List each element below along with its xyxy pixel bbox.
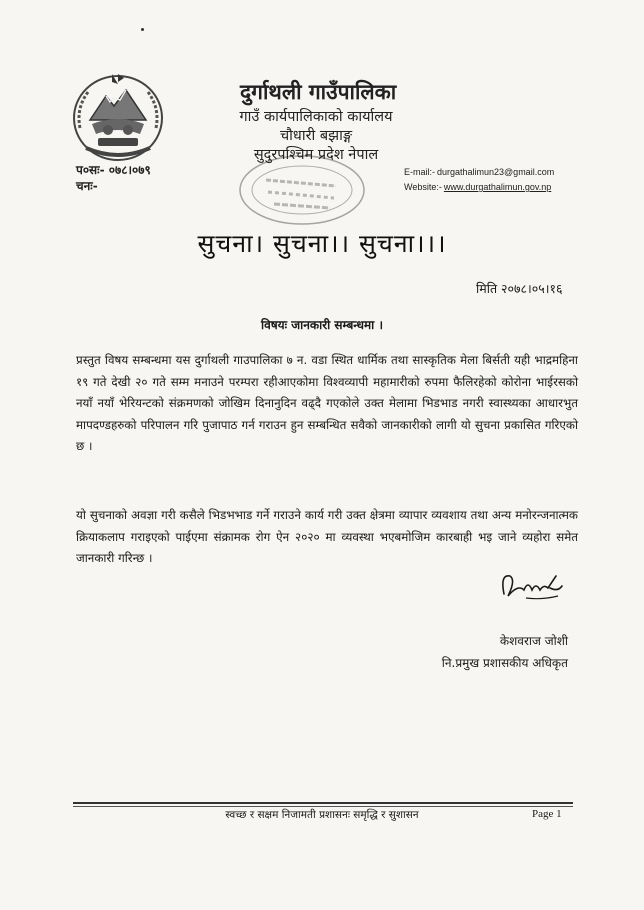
signature-icon xyxy=(496,566,566,606)
signatory-title: नि.प्रमुख प्रशासकीय अधिकृत xyxy=(441,656,568,670)
body-paragraph-2: यो सुचनाको अवज्ञा गरी कसैले भिडभभाड गर्ने गराउने कार्य गरी उक्त क्षेत्रमा व्यापार व्यवशाय तथा अन्य मनोरन्जनात्मक क्रियाकलाप गराइएको पाईएमा संक्रामक रोग ऐन २०२० मा व्यवस्था भएबमोजिम कारबाही भइ जाने व्यहोरा समेत जानकारी गरिन्छ । xyxy=(76,508,578,566)
body-paragraph-1: प्रस्तुत विषय सम्बन्धमा यस दुर्गाथली गाउपालिका ७ न. वडा स्थित धार्मिक तथा सास्कृतिक मेला बिर्सती यही भाद्रमहिना १९ गते देखी २० गते सम्म मनाउने परम्परा रहीआएकोमा विश्वव्यापी महामारीको रुपमा फैलिरहेको कोरोना भाईरसको नयाँ नयाँ भेरियन्टको संक्रमणको जोखिम दिनानुदिन वढ्दै गएकोले उक्त मेलामा भिडभाड नगरी स्वास्थ्यका आधारभुत मापदण्डहरुको परिपालन गरि पुजापाठ गर्न गराउन हुन सम्बन्धित सवैको जानकारीको लागी यो सुचना प्रकासित गरिएको छ । xyxy=(76,353,578,454)
paper-speck xyxy=(141,28,144,31)
office-location: चौधारी बझाङ्ग xyxy=(279,128,353,144)
website-line xyxy=(404,182,551,192)
office-name: गाउँ कार्यपालिकाको कार्यालय xyxy=(239,109,393,125)
footer-motto: स्वच्छ र सक्षम निजामती प्रशासनः समृद्धि र सुशासन xyxy=(225,809,419,821)
footer-divider-thin xyxy=(73,806,573,807)
email-label: E-mail:- xyxy=(404,167,435,177)
page-number: Page 1 xyxy=(532,808,562,820)
nepal-emblem-icon xyxy=(68,68,168,164)
website-link[interactable]: www.durgathalimun.gov.np xyxy=(443,182,552,192)
website-label: Website:- xyxy=(404,182,442,192)
subject-text: विषयः जानकारी सम्बन्धमा । xyxy=(260,318,384,332)
subject-line xyxy=(0,316,644,333)
footer-divider xyxy=(73,802,573,804)
email-address[interactable]: durgathalimun23@gmail.com xyxy=(437,167,555,177)
dispatch-number: चनः- xyxy=(76,179,98,193)
signatory-name: केशवराज जोशी xyxy=(499,634,568,648)
municipality-title: दुर्गाथली गाउँपालिका xyxy=(240,80,397,104)
letter-number: प०सः- ०७८।०७९ xyxy=(76,163,151,177)
notice-heading: सुचना। सुचना।। सुचना।।। xyxy=(197,229,447,258)
province-name: सुदुरपश्चिम प्रदेश नेपाल xyxy=(253,147,379,163)
letter-date: मिति २०७८।०५।१६ xyxy=(476,281,563,296)
email-line xyxy=(404,167,554,177)
